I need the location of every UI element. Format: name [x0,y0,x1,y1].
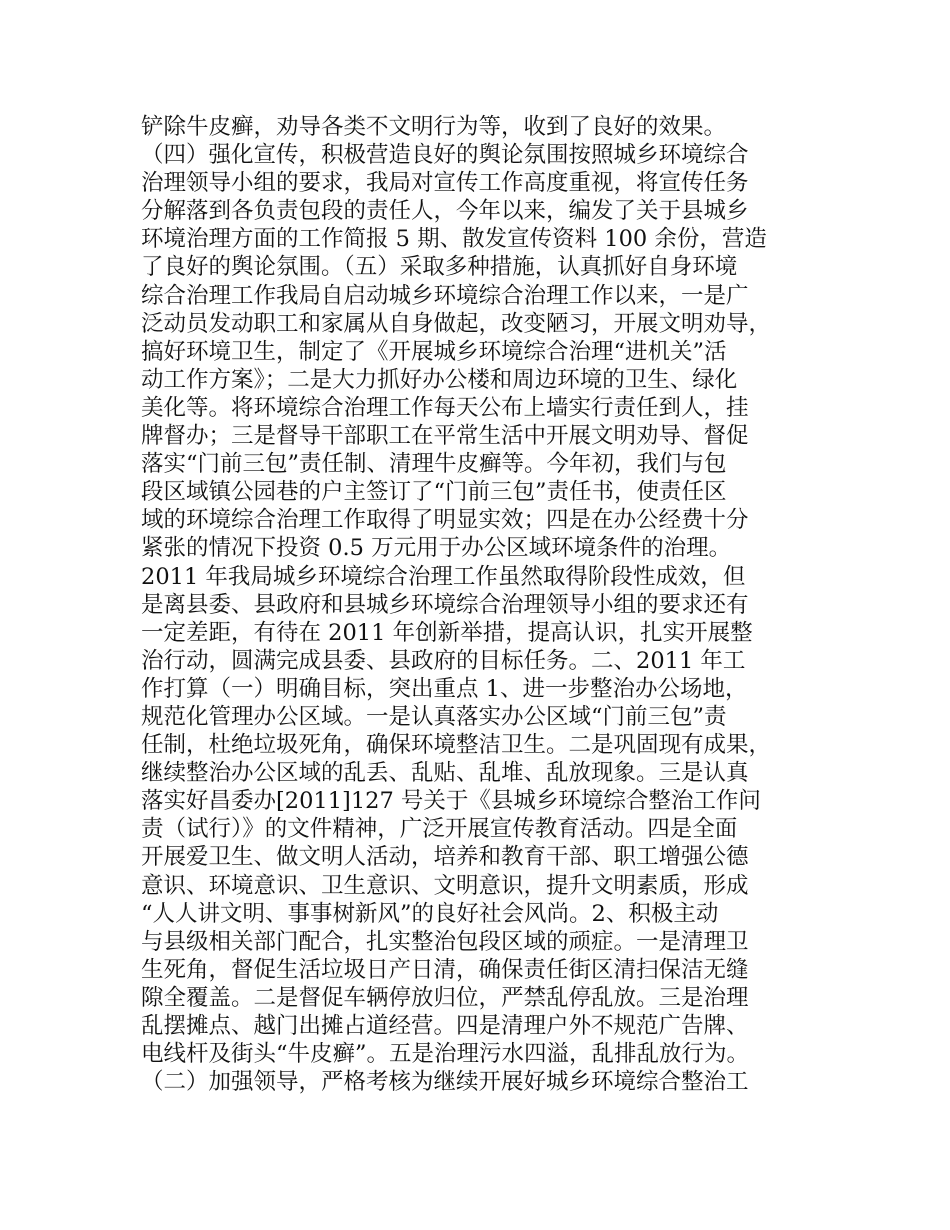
text-line: 段区域镇公园巷的户主签订了“门前三包”责任书，使责任区 [141,479,727,506]
text-line: 搞好环境卫生，制定了《开展城乡环境综合治理“进机关”活 [141,338,727,365]
text-line: 泛动员发动职工和家属从自身做起，改变陋习，开展文明劝导， [141,310,772,337]
text-line: 生死角，督促生活垃圾日产日清，确保责任街区清扫保洁无缝 [141,956,749,983]
text-line: 动工作方案》；二是大力抓好办公楼和周边环境的卫生、绿化 [141,366,738,393]
text-line: 任制，杜绝垃圾死角，确保环境整洁卫生。二是巩固现有成果， [141,732,772,759]
text-line: 综合治理工作我局自启动城乡环境综合治理工作以来，一是广 [141,282,749,309]
text-line: （二）加强领导，严格考核为继续开展好城乡环境综合整治工 [141,1069,749,1096]
text-line: 治行动，圆满完成县委、县政府的目标任务。二、2011 年工 [141,647,746,674]
text-line: 落实“门前三包”责任制、清理牛皮癣等。今年初，我们与包 [141,451,727,478]
text-line: 美化等。将环境综合治理工作每天公布上墙实行责任到人，挂 [141,394,749,421]
text-line: 责（试行）》的文件精神，广泛开展宣传教育活动。四是全面 [141,816,738,843]
text-line: 一定差距，有待在 2011 年创新举措，提高认识，扎实开展整 [141,619,753,646]
text-line: 意识、环境意识、卫生意识、文明意识，提升文明素质，形成 [141,872,749,899]
text-line: 2011 年我局城乡环境综合治理工作虽然取得阶段性成效，但 [141,563,746,590]
text-line: 作打算（一）明确目标，突出重点 1、进一步整治办公场地， [141,675,748,702]
text-line: 开展爱卫生、做文明人活动，培养和教育干部、职工增强公德 [141,844,749,871]
text-line: （四）强化宣传，积极营造良好的舆论氛围按照城乡环境综合 [141,142,749,169]
text-line: 环境治理方面的工作简报 5 期、散发宣传资料 100 余份，营造 [141,226,767,253]
text-line: 规范化管理办公区域。一是认真落实办公区域“门前三包”责 [141,703,727,730]
text-line: 了良好的舆论氛围。（五）采取多种措施，认真抓好自身环境 [141,254,738,281]
text-line: 牌督办；三是督导干部职工在平常生活中开展文明劝导、督促 [141,423,749,450]
text-line: 域的环境综合治理工作取得了明显实效；四是在办公经费十分 [141,507,749,534]
text-line: 与县级相关部门配合，扎实整治包段区域的顽症。一是清理卫 [141,928,749,955]
body-text [141,113,821,1096]
text-line: “人人讲文明、事事树新风”的良好社会风尚。2、积极主动 [141,900,719,927]
text-line: 落实好昌委办[2011]127 号关于《县城乡环境综合整治工作问 [141,788,761,815]
text-line: 继续整治办公区域的乱丢、乱贴、乱堆、乱放现象。三是认真 [141,760,749,787]
text-line: 铲除牛皮癣，劝导各类不文明行为等，收到了良好的效果。 [141,114,727,140]
text-line: 治理领导小组的要求，我局对宣传工作高度重视，将宣传任务 [141,170,749,197]
text-line: 紧张的情况下投资 0.5 万元用于办公区域环境条件的治理。 [141,535,732,562]
text-line: 是离县委、县政府和县城乡环境综合治理领导小组的要求还有 [141,591,749,618]
text-line: 隙全覆盖。二是督促车辆停放归位，严禁乱停乱放。三是治理 [141,984,749,1011]
text-line: 分解落到各负责包段的责任人，今年以来，编发了关于县城乡 [141,198,749,225]
text-line: 乱摆摊点、越门出摊占道经营。四是清理户外不规范广告牌、 [141,1013,749,1039]
text-line: 电线杆及街头“牛皮癣”。五是治理污水四溢，乱排乱放行为。 [141,1041,750,1068]
